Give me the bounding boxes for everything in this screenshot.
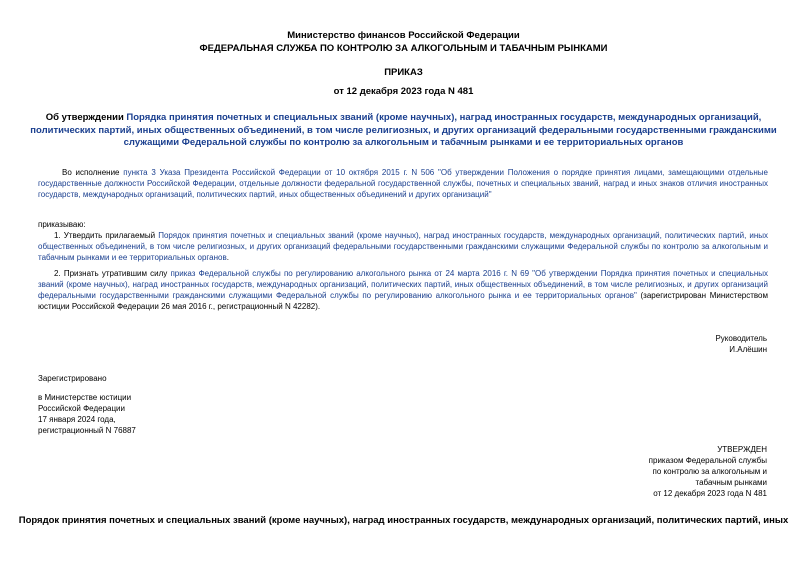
registration-block bbox=[38, 373, 136, 436]
item-2-end: (зарегистрирован Министерством юстиции Российской Федерации 26 мая 2016 г., регистрационный N 42282). bbox=[38, 291, 768, 311]
order-word: приказываю: bbox=[38, 220, 86, 229]
registration-line: в Министерстве юстиции bbox=[38, 393, 132, 402]
registration-line: 17 января 2024 года, bbox=[38, 415, 116, 424]
preamble-link[interactable]: пункта 3 Указа Президента Российской Федерации от 10 октября 2015 г. N 506 "Об утверждении Положения о порядке принятия лицами, замещающими отдельные государственные должности Российской Федерации, отдельные должности федеральной государственной службы, почетных и специальных званий, наград и иных знаков отличия иностранных государств, международных организаций, политических партий, иных общественных объединений и других организаций" bbox=[38, 168, 768, 199]
procedure-title: Порядок принятия почетных и специальных званий (кроме научных), наград иностранных государств, международных организаций, политических партий, иных bbox=[18, 515, 789, 526]
doc-type: ПРИКАЗ bbox=[384, 67, 423, 78]
registration-line: Зарегистрировано bbox=[38, 374, 107, 383]
ministry-name: Министерство финансов Российской Федерации bbox=[287, 30, 520, 41]
registration-line: регистрационный N 76887 bbox=[38, 426, 136, 435]
item-2 bbox=[38, 268, 768, 312]
item-1-text: 1. Утвердить прилагаемый bbox=[54, 231, 159, 240]
document-title bbox=[30, 112, 777, 150]
signature bbox=[715, 333, 767, 355]
item-2-text: 2. Признать утратившим силу bbox=[54, 269, 171, 278]
approved-line: от 12 декабря 2023 года N 481 bbox=[653, 489, 767, 498]
item-1 bbox=[38, 230, 768, 263]
service-name: ФЕДЕРАЛЬНАЯ СЛУЖБА ПО КОНТРОЛЮ ЗА АЛКОГОЛЬНЫМ И ТАБАЧНЫМ РЫНКАМИ bbox=[199, 43, 608, 54]
signature-name: И.Алёшин bbox=[729, 345, 767, 354]
approved-line: приказом Федеральной службы bbox=[648, 456, 767, 465]
item-1-end: . bbox=[226, 253, 229, 262]
approved-block bbox=[649, 444, 767, 499]
preamble-text: Во исполнение bbox=[62, 168, 124, 177]
doc-date-number: от 12 декабря 2023 года N 481 bbox=[333, 86, 474, 97]
title-prefix: Об утверждении bbox=[45, 112, 127, 123]
title-link[interactable]: Порядка принятия почетных и специальных званий (кроме научных), наград иностранных государств, международных организаций, политических партий, иных общественных объединений, в том числе религиозных, и других организаций федеральными государственными гражданскими служащими Федеральной службы по контролю за алкогольным и табачным рынками и ее территориальных органов bbox=[30, 112, 777, 148]
preamble bbox=[38, 167, 768, 200]
registration-line: Российской Федерации bbox=[38, 404, 125, 413]
approved-line: УТВЕРЖДЕН bbox=[717, 445, 767, 454]
item-2-link[interactable]: приказ Федеральной службы по регулированию алкогольного рынка от 24 марта 2016 г. N 69 "Об утверждении Порядка принятия почетных и специальных званий (кроме научных), наград иностранных государств, международных организаций, политических партий, иных общественных объединений, в том числе религиозных, и других организаций федеральными государственными гражданскими служащими Федеральной службы по регулированию алкогольного рынка и ее территориальных органов" bbox=[38, 269, 769, 300]
signature-position: Руководитель bbox=[715, 334, 767, 343]
approved-line: табачным рынками bbox=[695, 478, 767, 487]
approved-line: по контролю за алкогольным и bbox=[652, 467, 767, 476]
item-1-link[interactable]: Порядок принятия почетных и специальных званий (кроме научных), наград иностранных государств, международных организаций, политических партий, иных общественных объединений, в том числе религиозных, и других организаций федеральными государственными гражданскими служащими Федеральной службы по контролю за алкогольным и табачным рынками и ее территориальных органов bbox=[38, 231, 768, 262]
